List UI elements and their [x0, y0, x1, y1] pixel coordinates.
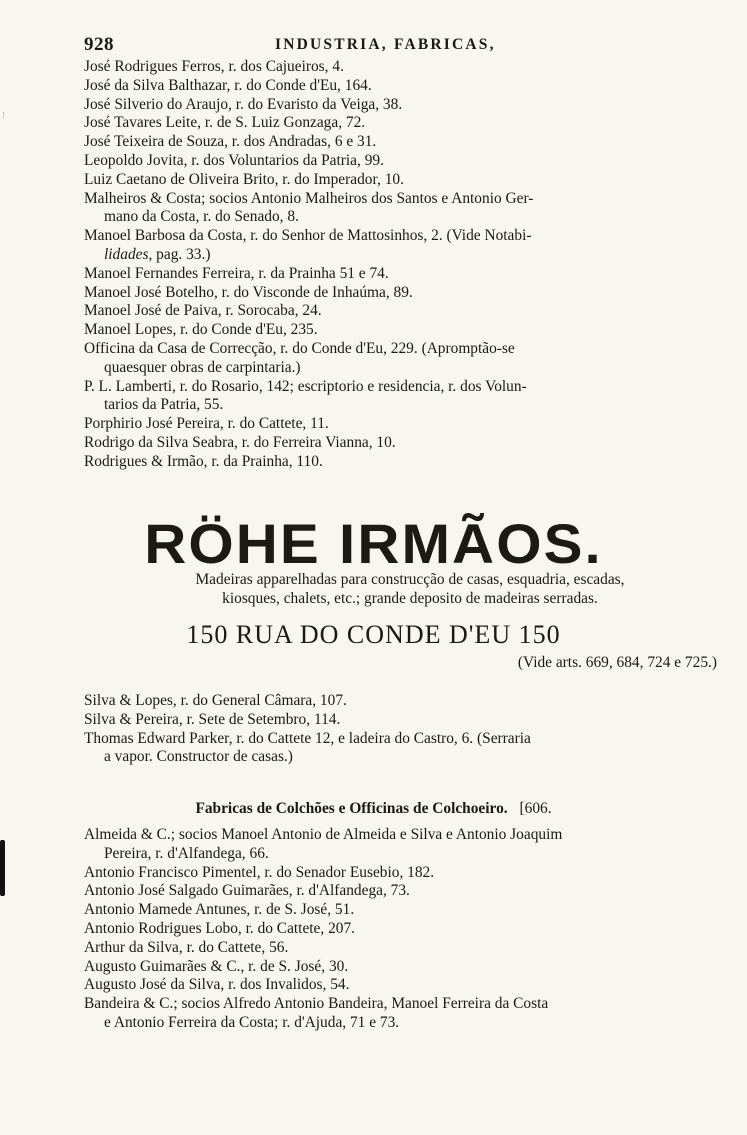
entry: Antonio Francisco Pimentel, r. do Senador Eusebio, 182.: [84, 863, 435, 881]
entry-line: P. L. Lamberti, r. do Rosario, 142; escriptorio e residencia, r. dos Volun-: [84, 377, 527, 395]
advert-reference: (Vide arts. 669, 684, 724 e 725.): [517, 654, 717, 671]
entry: Antonio Mamede Antunes, r. de S. José, 51.: [84, 901, 355, 919]
entry-continuation: tarios da Patria, 55.: [104, 396, 224, 414]
entry-manoel-barbosa: [84, 227, 720, 265]
entry-continuation: a vapor. Constructor de casas.): [104, 748, 293, 766]
entry: Augusto Guimarães & C., r. de S. José, 30.: [84, 957, 349, 975]
advert-desc-line: kiosques, chalets, etc.; grande deposito de madeiras serradas.: [222, 590, 598, 607]
entry: Augusto José da Silva, r. dos Invalidos, 54.: [84, 976, 350, 994]
entry: Rodrigues & Irmão, r. da Prainha, 110.: [84, 452, 323, 470]
entry: Manoel Fernandes Ferreira, r. da Prainha 51 e 74.: [84, 264, 389, 282]
page-number: 928: [84, 34, 114, 55]
entry: Antonio José Salgado Guimarães, r. d'Alfandega, 73.: [84, 882, 410, 900]
entry: Luiz Caetano de Oliveira Brito, r. do Imperador, 10.: [84, 170, 404, 188]
entry-continuation: e Antonio Ferreira da Costa; r. d'Ajuda, 71 e 73.: [104, 1013, 400, 1031]
entry: José Teixeira de Souza, r. dos Andradas, 6 e 31.: [84, 133, 377, 151]
entry-continuation: Pereira, r. d'Alfandega, 66.: [104, 844, 269, 862]
entry-line: Manoel Barbosa da Costa, r. do Senhor de Mattosinhos, 2. (Vide Notabi-: [84, 227, 532, 245]
entry: Porphirio José Pereira, r. do Cattete, 11.: [84, 415, 329, 433]
entries-block-after-ad: [84, 692, 720, 767]
entry-parker: [84, 730, 720, 768]
entry-continuation: [84, 246, 720, 265]
entries-block-top: [84, 58, 720, 472]
entry: José da Silva Balthazar, r. do Conde d'Eu, 164.: [84, 76, 372, 94]
entry: Rodrigo da Silva Seabra, r. do Ferreira Vianna, 10.: [84, 433, 396, 451]
entry: Arthur da Silva, r. do Cattete, 56.: [84, 938, 289, 956]
entries-block-colchoes: [84, 826, 720, 1033]
margin-marks: ⁝: [2, 110, 5, 120]
scan-edge-mark: [0, 840, 5, 896]
running-header: INDUSTRIA, FABRICAS,: [275, 36, 496, 53]
entry: Manoel Lopes, r. do Conde d'Eu, 235.: [84, 321, 318, 339]
entry-malheiros: [84, 190, 720, 228]
entry-officina: [84, 340, 720, 378]
advert-address: 150 RUA DO CONDE D'EU 150: [186, 620, 561, 649]
entry: José Tavares Leite, r. de S. Luiz Gonzaga, 72.: [84, 114, 366, 132]
advert-desc-line: Madeiras apparelhadas para construcção de casas, esquadria, escadas,: [195, 571, 625, 588]
entry-continuation-rest: , pag. 33.): [148, 245, 211, 263]
advert-title: RÖHE IRMÃOS.: [144, 512, 603, 575]
section-code: [606.: [519, 800, 552, 817]
entry: Silva & Lopes, r. do General Câmara, 107.: [84, 692, 347, 709]
entry: José Rodrigues Ferros, r. dos Cajueiros, 4.: [84, 58, 344, 75]
entry: José Silverio do Araujo, r. do Evaristo da Veiga, 38.: [84, 95, 403, 113]
entry: Manoel José Botelho, r. do Visconde de Inhaúma, 89.: [84, 283, 413, 301]
entry-bandeira: [84, 995, 720, 1033]
entry-line: Thomas Edward Parker, r. do Cattete 12, e ladeira do Castro, 6. (Serraria: [84, 729, 531, 747]
entry: Leopoldo Jovita, r. dos Voluntarios da Patria, 99.: [84, 151, 384, 169]
entry-line: Almeida & C.; socios Manoel Antonio de Almeida e Silva e Antonio Joaquim: [84, 826, 563, 843]
entry-continuation: quaesquer obras de carpintaria.): [104, 358, 301, 376]
entry-continuation: mano da Costa, r. do Senado, 8.: [104, 208, 299, 226]
entry: Antonio Rodrigues Lobo, r. do Cattete, 207.: [84, 919, 356, 937]
entry-line: Malheiros & Costa; socios Antonio Malheiros dos Santos e Antonio Ger-: [84, 189, 534, 207]
entry-lamberti: [84, 378, 720, 416]
entry-line: Officina da Casa de Correcção, r. do Conde d'Eu, 229. (Apromptão-se: [84, 339, 515, 357]
entry: Silva & Pereira, r. Sete de Setembro, 114.: [84, 710, 341, 728]
entry-line: Bandeira & C.; socios Alfredo Antonio Bandeira, Manoel Ferreira da Costa: [84, 995, 549, 1013]
entry-almeida: [84, 826, 720, 864]
entry: Manoel José de Paiva, r. Sorocaba, 24.: [84, 302, 322, 320]
section-heading: [0, 800, 747, 818]
advert-description: [100, 570, 720, 608]
italic-word: lidades: [104, 245, 149, 263]
section-title: Fabricas de Colchões e Officinas de Colchoeiro.: [195, 800, 508, 817]
